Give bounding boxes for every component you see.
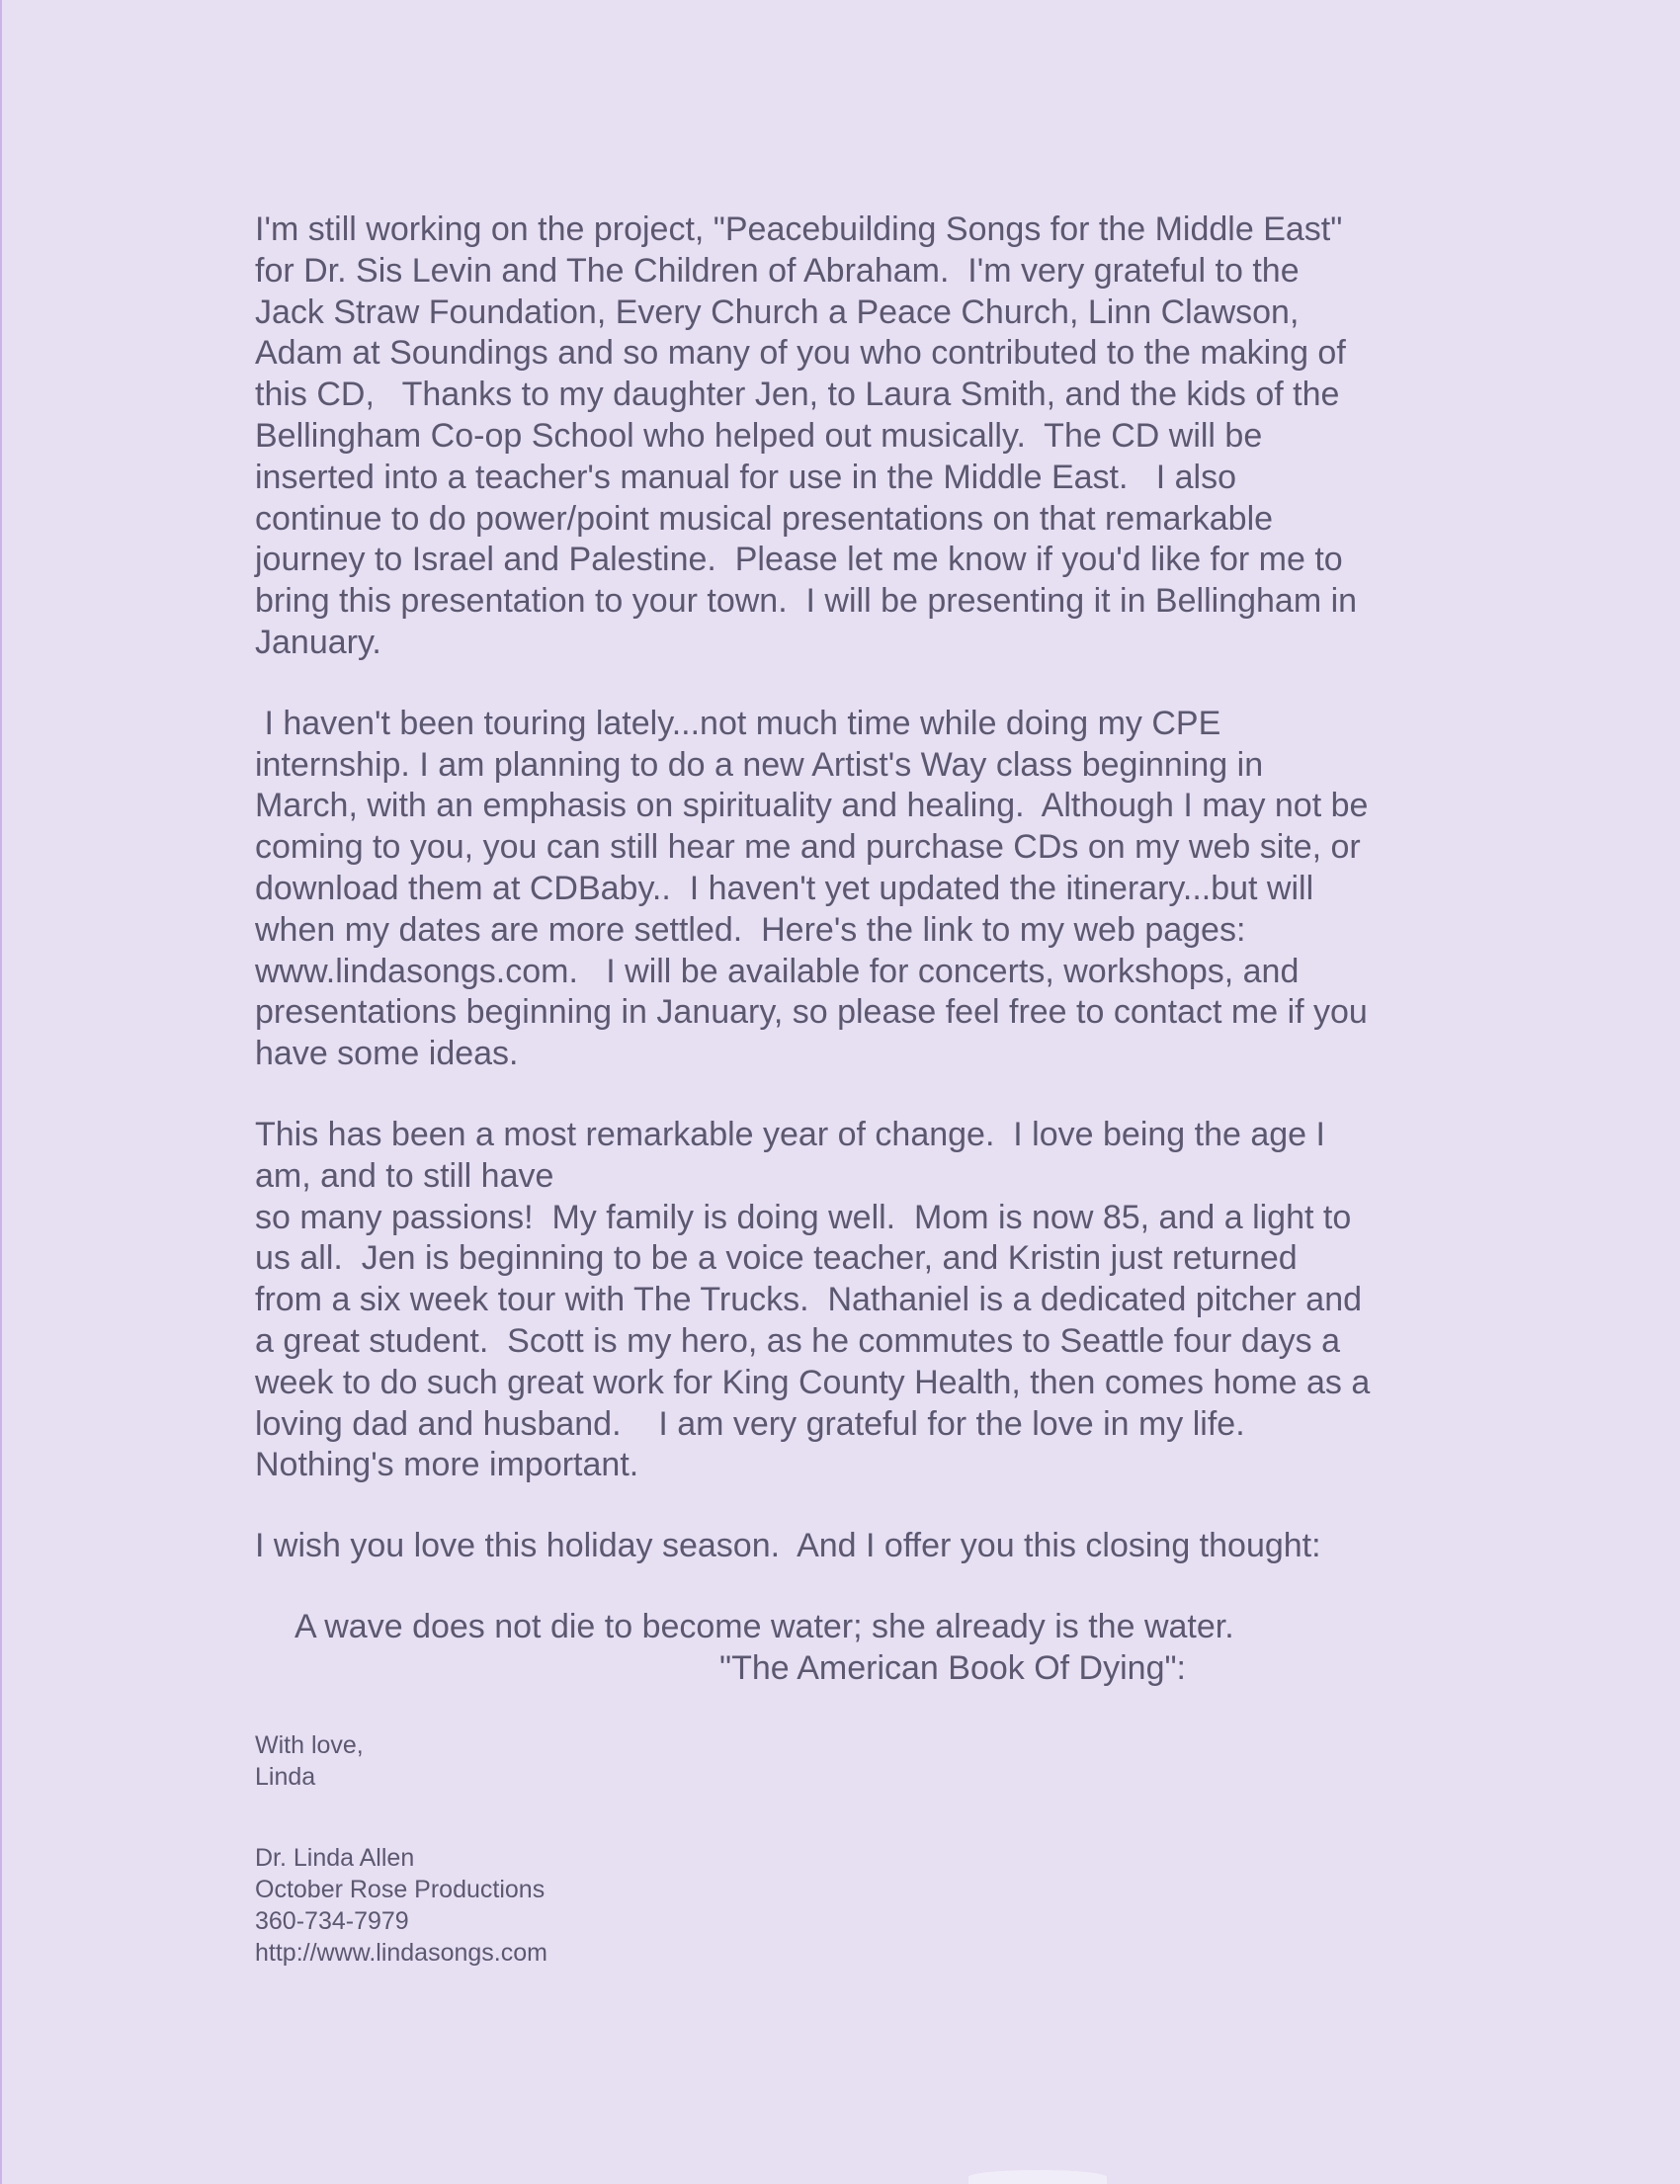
paragraph-line: us all. Jen is beginning to be a voice teacher, and Kristin just returned: [255, 1239, 1298, 1278]
paragraph-line: Jack Straw Foundation, Every Church a Peace Church, Linn Clawson,: [255, 293, 1300, 331]
paragraph-line: a great student. Scott is my hero, as he commutes to Seattle four days a: [255, 1321, 1340, 1360]
paragraph-line: This has been a most remarkable year of change. I love being the age I: [255, 1115, 1325, 1153]
quote-attribution: "The American Book Of Dying":: [719, 1648, 1186, 1687]
quote-text: A wave does not die to become water; she already is the water.: [294, 1607, 1234, 1645]
signature-company: October Rose Productions: [255, 1875, 546, 1903]
paragraph-line: when my dates are more settled. Here's the link to my web pages:: [255, 910, 1246, 949]
paragraph-line: week to do such great work for King County Health, then comes home as a: [255, 1363, 1371, 1401]
page-edge: [0, 0, 2, 2184]
paragraph-line: January.: [255, 623, 381, 661]
paragraph-line: this CD, Thanks to my daughter Jen, to Laura Smith, and the kids of the: [255, 376, 1340, 414]
signature-name: Dr. Linda Allen: [255, 1843, 415, 1872]
paragraph-line: bring this presentation to your town. I will be presenting it in Bellingham in: [255, 582, 1358, 621]
paragraph-line: internship. I am planning to do a new Artist's Way class beginning in: [255, 745, 1264, 784]
paragraph-line: presentations beginning in January, so please feel free to contact me if you: [255, 993, 1368, 1032]
signature-phone: 360-734-7979: [255, 1906, 409, 1935]
paragraph-line: download them at CDBaby.. I haven't yet updated the itinerary...but will: [255, 869, 1314, 907]
paragraph-line: coming to you, you can still hear me and purchase CDs on my web site, or: [255, 828, 1361, 867]
closing-quote: [255, 1607, 1480, 1690]
paragraph-line: so many passions! My family is doing well. Mom is now 85, and a light to: [255, 1198, 1352, 1236]
paragraph-family: [255, 1115, 1480, 1486]
paragraph-line: I wish you love this holiday season. And I offer you this closing thought:: [255, 1527, 1321, 1565]
paragraph-line: Nothing's more important.: [255, 1446, 639, 1484]
paragraph-line: www.lindasongs.com. I will be available for concerts, workshops, and: [255, 952, 1300, 990]
signature-website: http://www.lindasongs.com: [255, 1938, 547, 1967]
paragraph-line: journey to Israel and Palestine. Please let me know if you'd like for me to: [255, 541, 1343, 579]
letter-body: [255, 210, 1480, 1969]
paragraph-line: I'm still working on the project, "Peacebuilding Songs for the Middle East": [255, 210, 1343, 248]
closing-block: [255, 1729, 1480, 1793]
paragraph-line: continue to do power/point musical presentations on that remarkable: [255, 499, 1274, 538]
paragraph-line: loving dad and husband. I am very grateful for the love in my life.: [255, 1404, 1245, 1443]
paragraph-touring: [255, 704, 1480, 1075]
paragraph-line: from a six week tour with The Trucks. Nathaniel is a dedicated pitcher and: [255, 1281, 1363, 1319]
paragraph-line: for Dr. Sis Levin and The Children of Abraham. I'm very grateful to the: [255, 251, 1300, 290]
paragraph-line: am, and to still have: [255, 1156, 554, 1195]
closing-name: Linda: [255, 1762, 316, 1791]
paragraph-line: Bellingham Co-op School who helped out musically. The CD will be: [255, 416, 1263, 455]
paragraph-line: March, with an emphasis on spirituality and healing. Although I may not be: [255, 787, 1369, 825]
paragraph-line: Adam at Soundings and so many of you who contributed to the making of: [255, 334, 1346, 373]
closing-salutation: With love,: [255, 1730, 364, 1759]
paragraph-holiday: [255, 1526, 1480, 1567]
paragraph-line: have some ideas.: [255, 1035, 519, 1073]
paragraph-line: inserted into a teacher's manual for use in the Middle East. I also: [255, 458, 1237, 496]
signature-block: [255, 1842, 1480, 1969]
scan-smudge: [968, 2170, 1107, 2184]
paragraph-project: [255, 210, 1480, 664]
paragraph-line: I haven't been touring lately...not much time while doing my CPE: [255, 704, 1221, 742]
